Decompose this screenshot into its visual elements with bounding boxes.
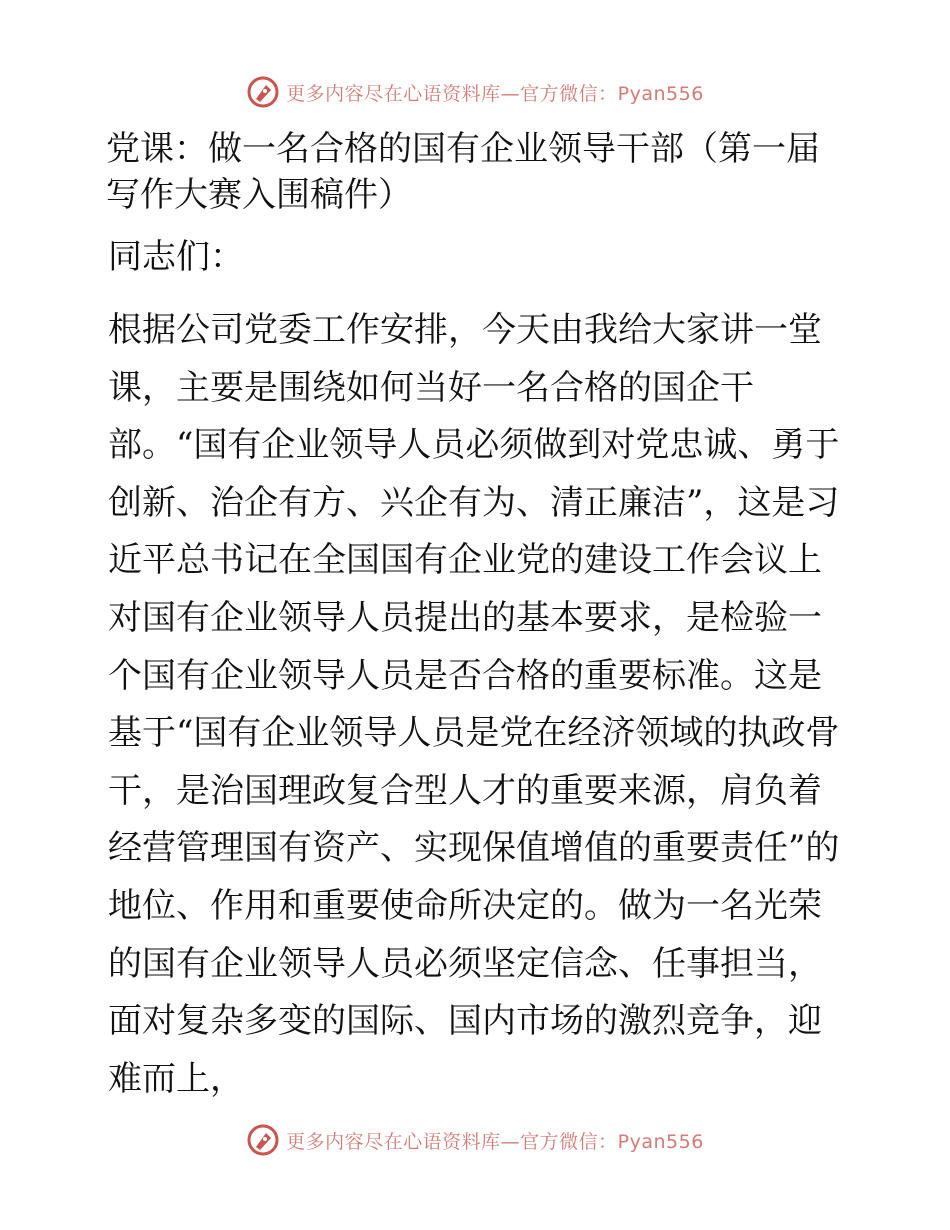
- fountain-pen-nib-icon: [246, 75, 280, 109]
- fountain-pen-nib-icon: [246, 1123, 280, 1157]
- watermark-text: 更多内容尽在心语资料库—官方微信：Pyan556: [286, 1130, 704, 1153]
- footer-watermark: [0, 1120, 950, 1160]
- salutation: 同志们：: [108, 237, 244, 277]
- header-watermark: [0, 72, 950, 112]
- document-title: 党课：做一名合格的国有企业领导干部（第一届写作大赛入围稿件）: [106, 129, 820, 215]
- watermark-text: 更多内容尽在心语资料库—官方微信：Pyan556: [286, 82, 704, 105]
- document-body: [98, 126, 850, 1108]
- body-paragraph: 根据公司党委工作安排，今天由我给大家讲一堂课，主要是围绕如何当好一名合格的国企干部。“国有企业领导人员必须做到对党忠诚、勇于创新、治企有方、兴企有为、清正廉洁”，这是习近平总书记在全国国有企业党的建设工作会议上对国有企业领导人员提出的基本要求，是检验一个国有企业领导人员是否合格的重要标准。这是基于“国有企业领导人员是党在经济领域的执政骨干，是治国理政复合型人才的重要来源，肩负着经营管理国有资产、实现保值增值的重要责任”的地位、作用和重要使命所决定的。做为一名光荣的国有企业领导人员必须坚定信念、任事担当，面对复杂多变的国际、国内市场的激烈竞争，迎难而上，: [108, 310, 840, 1099]
